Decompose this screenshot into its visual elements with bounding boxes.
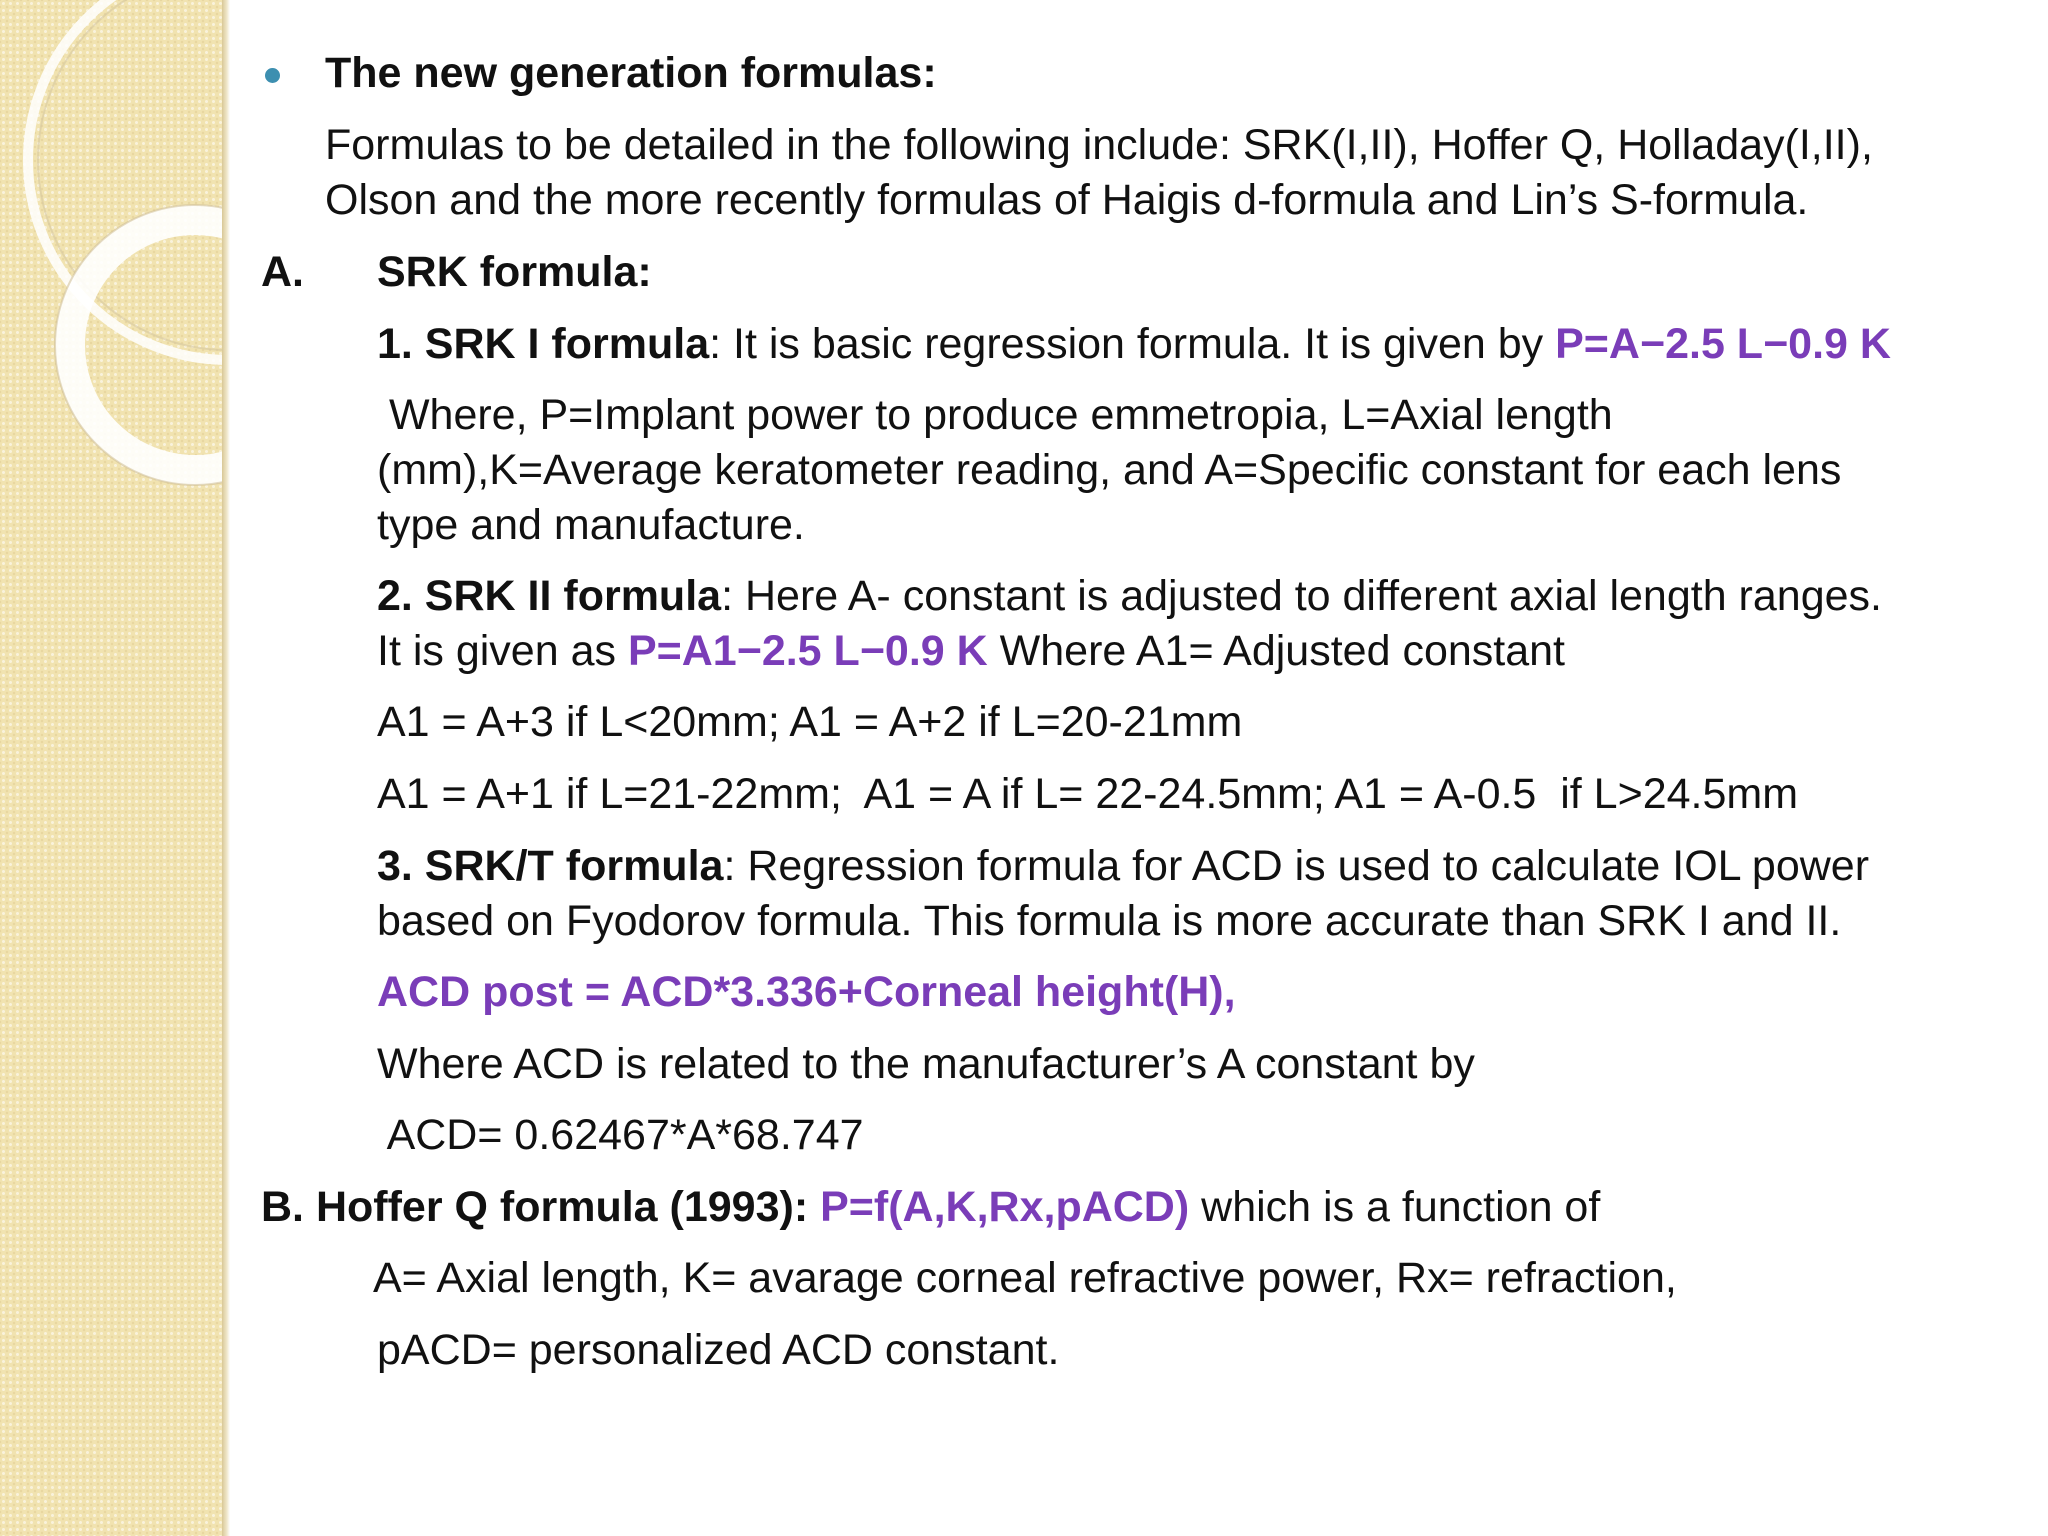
section-b-formula: P=f(A,K,Rx,pACD) [820, 1183, 1190, 1231]
heading: The new generation formulas: [325, 49, 937, 97]
srkt-line-1 [377, 838, 1869, 894]
srk1-where-line-2: (mm),K=Average keratometer reading, and A=Specific constant for each lens [377, 446, 1842, 494]
srkt-where: Where ACD is related to the manufacturer’s A constant by [377, 1040, 1475, 1088]
section-a-marker: A. [261, 248, 304, 296]
srk1-line [377, 316, 1891, 372]
srk2-range-1: A1 = A+3 if L<20mm; A1 = A+2 if L=20-21mm [377, 698, 1243, 746]
srk1-formula: P=A−2.5 L−0.9 K [1555, 320, 1891, 368]
intro-line-2: Olson and the more recently formulas of Haigis d-formula and Lin’s S-formula. [325, 176, 1809, 224]
srkt-acd: ACD= 0.62467*A*68.747 [377, 1111, 864, 1159]
section-b-line [261, 1179, 1600, 1235]
srk1-where-line-3: type and manufacture. [377, 501, 805, 549]
section-b-suffix: which is a function of [1189, 1183, 1601, 1231]
srk2-suffix: Where A1= Adjusted constant [987, 627, 1565, 675]
srk2-formula: P=A1−2.5 L−0.9 K [627, 627, 988, 675]
srk1-text: : It is basic regression formula. It is given by [709, 320, 1556, 368]
srk2-title: 2. SRK II formula [377, 572, 722, 620]
srk2-range-2: A1 = A+1 if L=21-22mm; A1 = A if L= 22-24.5mm; A1 = A-0.5 if L>24.5mm [377, 770, 1799, 818]
section-b-title: B. Hoffer Q formula (1993): [261, 1183, 821, 1231]
srk1-where-line-1: Where, P=Implant power to produce emmetropia, L=Axial length [377, 391, 1613, 439]
srk2-line-1 [377, 568, 1882, 624]
srk2-line-2 [377, 623, 1565, 679]
bullet-icon [265, 68, 280, 83]
srk1-title: 1. SRK I formula [377, 320, 710, 368]
srkt-title: 3. SRK/T formula [377, 842, 724, 890]
section-a-title: SRK formula: [377, 248, 652, 296]
section-b-def-1: A= Axial length, K= avarage corneal refractive power, Rx= refraction, [373, 1254, 1677, 1302]
section-b-def-2: pACD= personalized ACD constant. [377, 1326, 1060, 1374]
srk2-prefix: It is given as [377, 627, 628, 675]
srkt-formula: ACD post = ACD*3.336+Corneal height(H), [377, 968, 1236, 1016]
intro-line-1: Formulas to be detailed in the following include: SRK(I,II), Hoffer Q, Holladay(I,II), [325, 121, 1873, 169]
srkt-line-2: based on Fyodorov formula. This formula is more accurate than SRK I and II. [377, 897, 1842, 945]
srkt-text: : Regression formula for ACD is used to calculate IOL power [723, 842, 1870, 890]
srk2-text: : Here A- constant is adjusted to different axial length ranges. [721, 572, 1882, 620]
